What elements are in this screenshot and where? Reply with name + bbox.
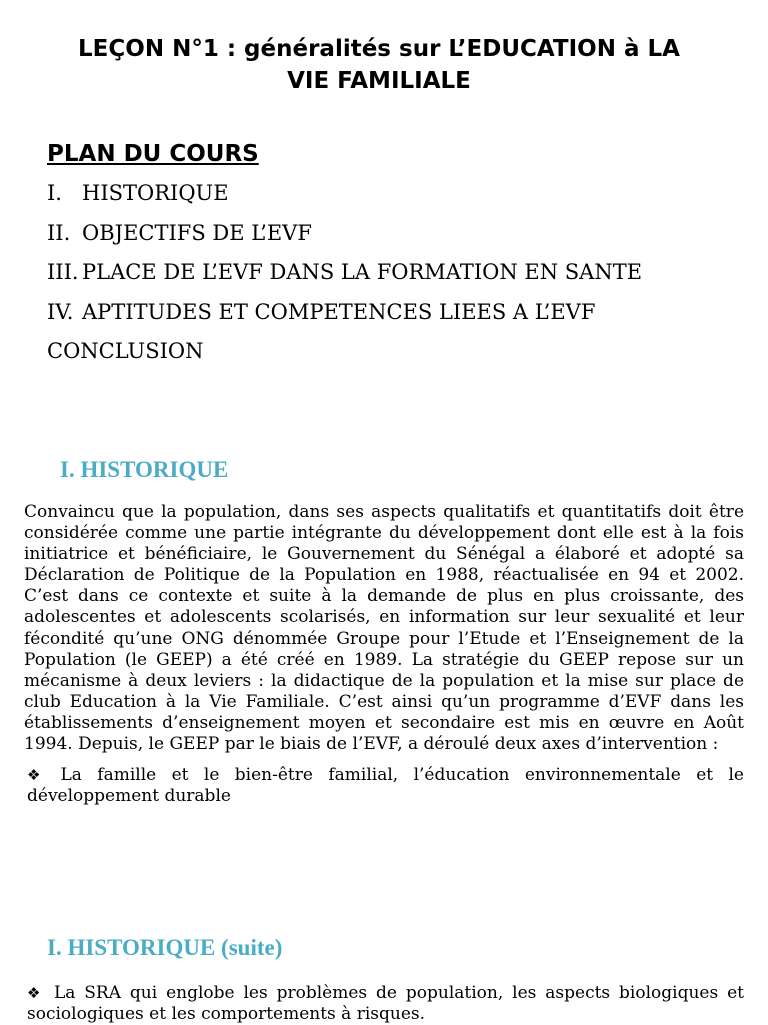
bullet-text: La SRA qui englobe les problèmes de population, les aspects biologiques et sociologiques et les comportements à risques.: [27, 983, 744, 1025]
plan-item-historique: [47, 176, 642, 216]
section-heading-historique-suite: I. HISTORIQUE (suite): [47, 935, 283, 960]
plan-item-objectifs: [47, 216, 642, 256]
diamond-bullet-icon: ❖: [27, 984, 44, 1002]
plan-item-label: APTITUDES ET COMPETENCES LIEES A L’EVF: [82, 299, 596, 324]
plan-item-number: III.: [47, 260, 79, 284]
plan-item-label: CONCLUSION: [47, 339, 204, 363]
plan-item-number: II.: [47, 220, 71, 245]
bullet-item: [27, 983, 744, 1025]
diamond-bullet-icon: ❖: [27, 766, 51, 784]
plan-item-number: IV.: [47, 299, 74, 324]
plan-item-label: HISTORIQUE: [82, 181, 229, 205]
plan-item-label: OBJECTIFS DE L’EVF: [82, 220, 312, 245]
title-line-2: VIE FAMILIALE: [287, 68, 471, 94]
plan-item-label: PLACE DE L’EVF DANS LA FORMATION EN SANTE: [82, 260, 643, 284]
plan-heading: PLAN DU COURS: [47, 141, 259, 167]
bullet-text: La famille et le bien-être familial, l’éducation environnementale et le développement durable: [27, 765, 744, 807]
page-title: [40, 33, 718, 97]
bullet-item: [27, 765, 744, 807]
plan-item-conclusion: [47, 334, 642, 374]
title-line-1: LEÇON N°1 : généralités sur L’EDUCATION à LA: [78, 36, 680, 62]
historique-paragraph: Convaincu que la population, dans ses aspects qualitatifs et quantitatifs doit être considérée comme une partie intégrante du développement dont elle est à la fois initiatrice et bénéficiaire, le Gouvernement du Sénégal a élaboré et adopté sa Déclaration de Politique de la Population en 1988, réactualisée en 94 et 2002. C’est dans ce contexte et suite à la demande de plus en plus croissante, des adolescentes et adolescents scolarisés, en information sur leur sexualité et leur fécondité qu’une ONG dénommée Groupe pour l’Etude et l’Enseignement de la Population (le GEEP) a été créé en 1989. La stratégie du GEEP repose sur un mécanisme à deux leviers : la didactique de la population et la mise sur place de club Education à la Vie Familiale. C’est ainsi qu’un programme d’EVF dans les établissements d’enseignement moyen et secondaire est mis en œuvre en Août 1994. Depuis, le GEEP par le biais de l’EVF, a déroulé deux axes d’intervention :: [24, 502, 744, 755]
plan-list: [47, 176, 642, 374]
section-heading-historique: I. HISTORIQUE: [60, 457, 229, 482]
plan-item-place: [47, 255, 642, 295]
plan-item-number: I.: [47, 181, 62, 205]
plan-item-aptitudes: [47, 295, 642, 335]
